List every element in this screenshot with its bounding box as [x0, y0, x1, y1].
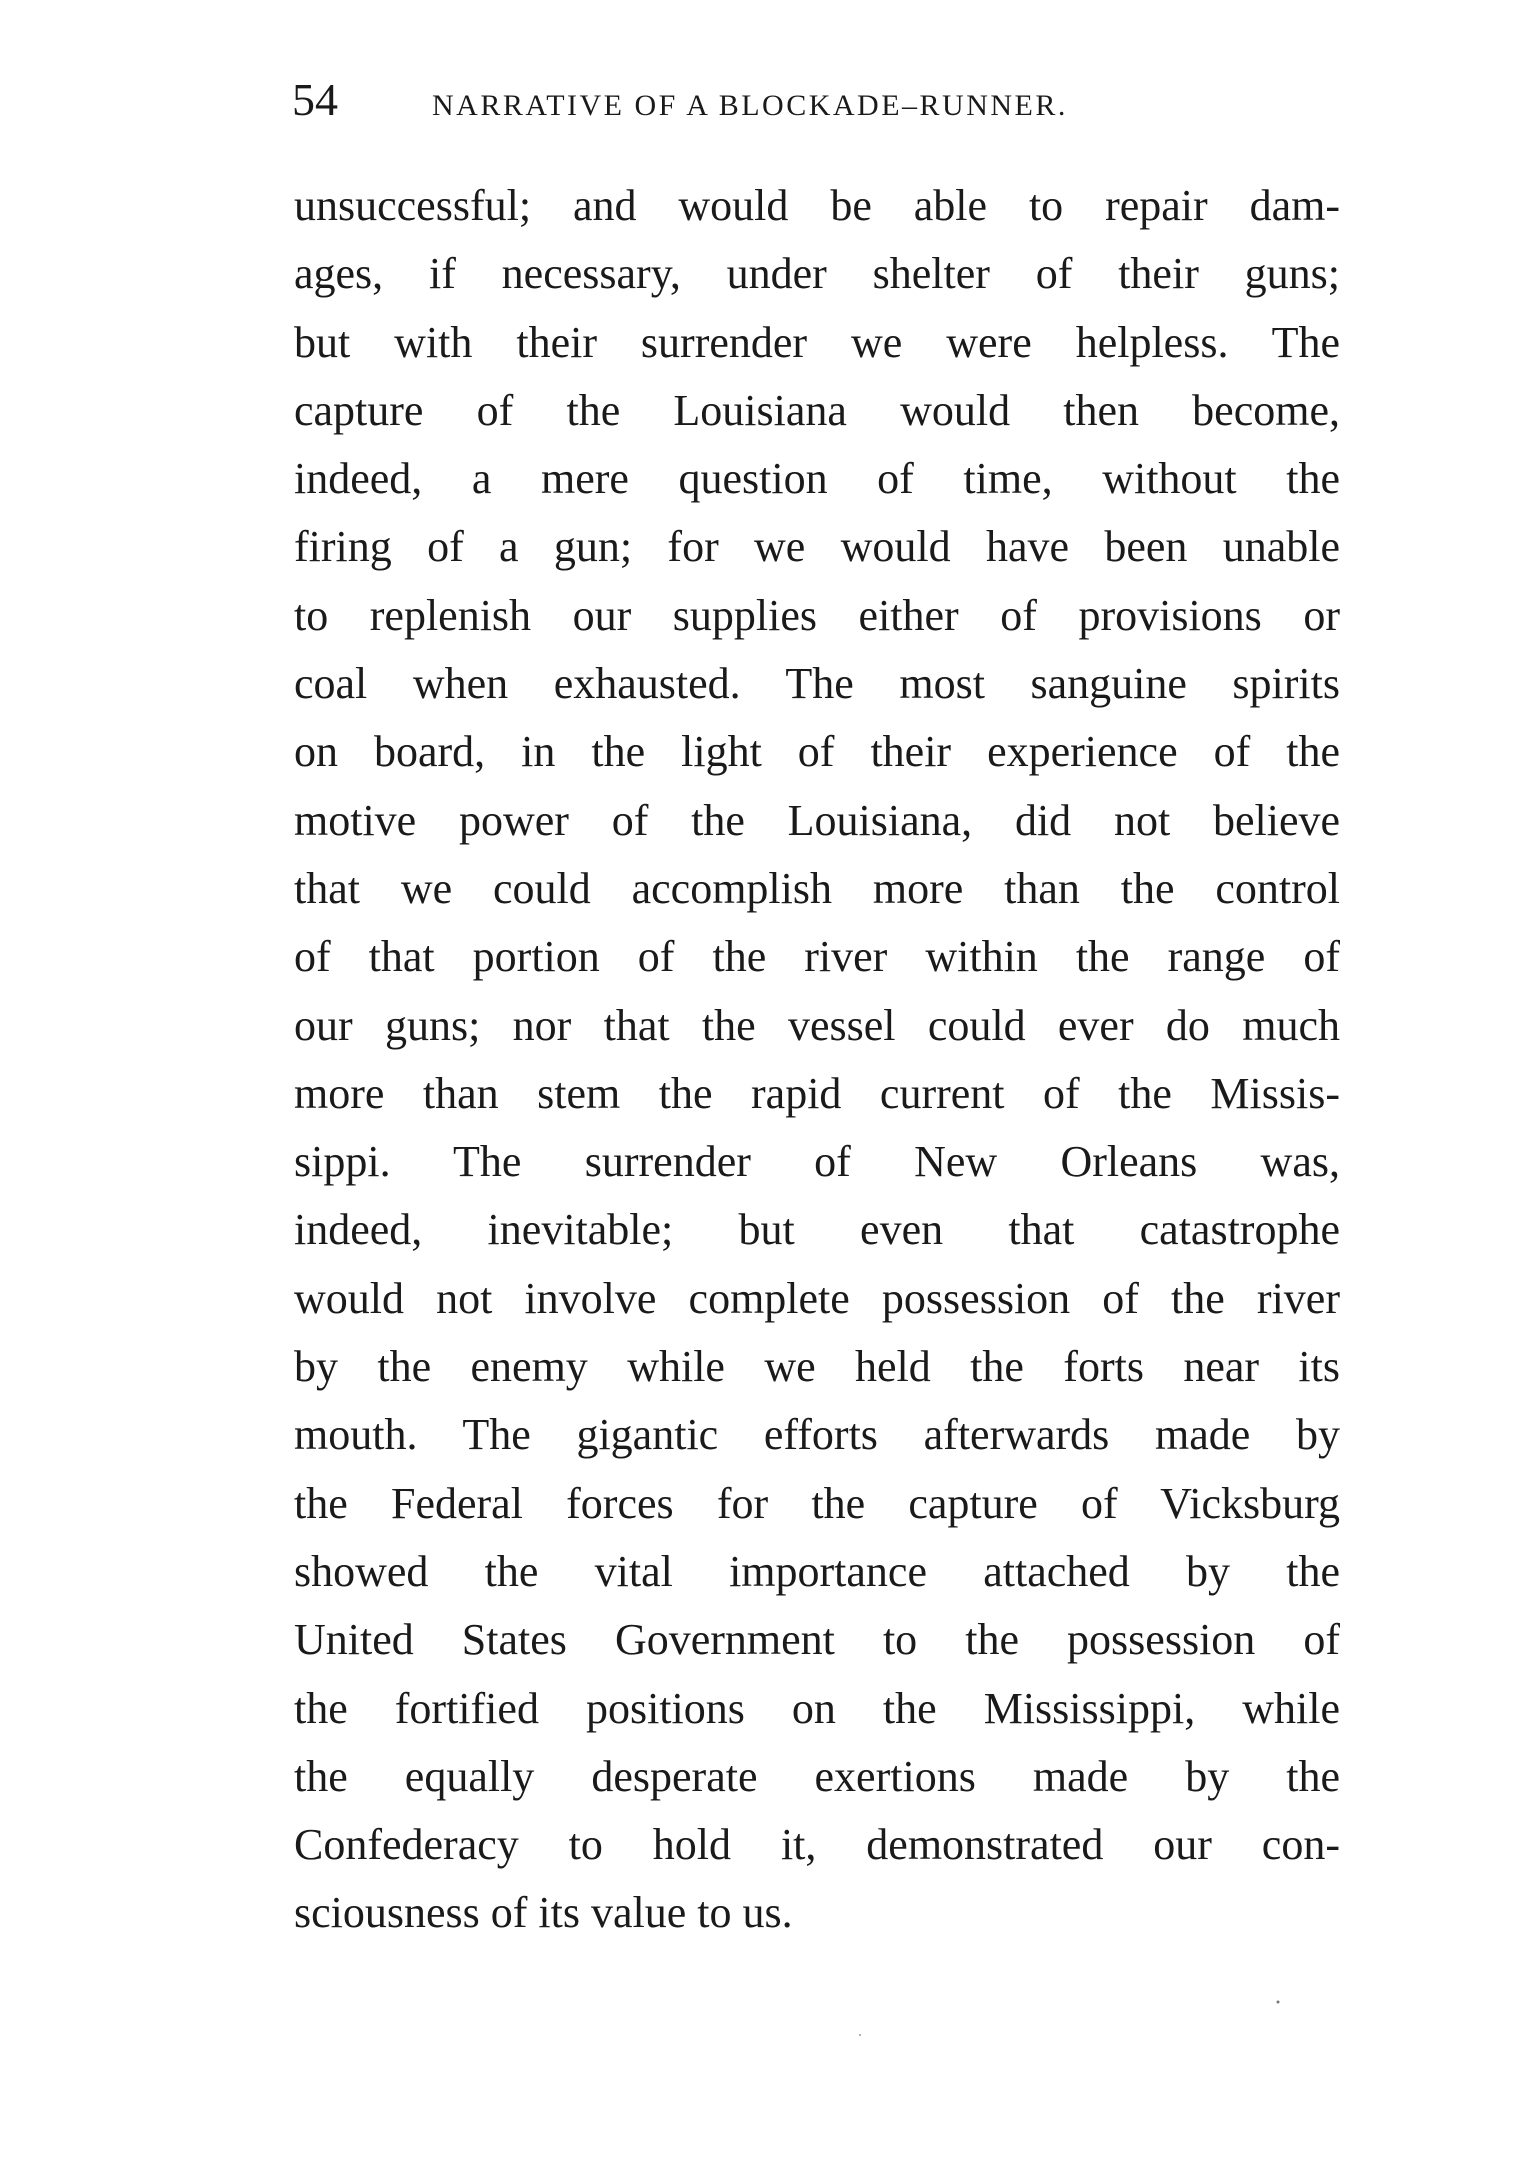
speck: [1277, 2001, 1280, 2004]
text-line: that we could accomplish more than the control: [294, 863, 1340, 913]
page-number: 54: [292, 74, 338, 125]
text-line: ages, if necessary, under shelter of their guns;: [294, 249, 1340, 299]
body-text: [294, 172, 1340, 1948]
text-line: mouth. The gigantic efforts afterwards made by: [294, 1410, 1340, 1460]
text-line: our guns; nor that the vessel could ever do much: [294, 1000, 1340, 1050]
running-head: [292, 70, 1342, 130]
text-line: showed the vital importance attached by the: [294, 1546, 1340, 1596]
text-line: but with their surrender we were helpless. The: [294, 317, 1340, 367]
text-line: indeed, inevitable; but even that catastrophe: [294, 1205, 1340, 1255]
text-line: unsuccessful; and would be able to repair dam-: [294, 181, 1340, 230]
text-line: United States Government to the possession of: [294, 1615, 1340, 1665]
text-line: Confederacy to hold it, demonstrated our con-: [294, 1820, 1340, 1870]
text-line: would not involve complete possession of the river: [294, 1273, 1340, 1323]
text-line: by the enemy while we held the forts near its: [294, 1342, 1340, 1392]
text-line: the fortified positions on the Mississippi, while: [294, 1683, 1340, 1733]
text-line: indeed, a mere question of time, without the: [294, 454, 1340, 504]
text-line: more than stem the rapid current of the Missis-: [294, 1068, 1340, 1118]
text-line: the equally desperate exertions made by the: [294, 1751, 1340, 1801]
text-line: firing of a gun; for we would have been unable: [294, 522, 1340, 572]
text-line: sippi. The surrender of New Orleans was,: [294, 1137, 1340, 1187]
running-head-title: NARRATIVE OF A BLOCKADE–RUNNER.: [432, 89, 1068, 122]
text-line: motive power of the Louisiana, did not believe: [294, 795, 1340, 845]
text-line: capture of the Louisiana would then become,: [294, 385, 1340, 435]
speck: [859, 2034, 861, 2036]
text-line: coal when exhausted. The most sanguine spirits: [294, 659, 1340, 709]
text-line: of that portion of the river within the range of: [294, 932, 1340, 982]
text-line: on board, in the light of their experience of the: [294, 727, 1340, 777]
text-line: the Federal forces for the capture of Vicksburg: [294, 1478, 1340, 1528]
text-line-last: sciousness of its value to us.: [294, 1888, 793, 1938]
text-line: to replenish our supplies either of provisions or: [294, 590, 1340, 640]
